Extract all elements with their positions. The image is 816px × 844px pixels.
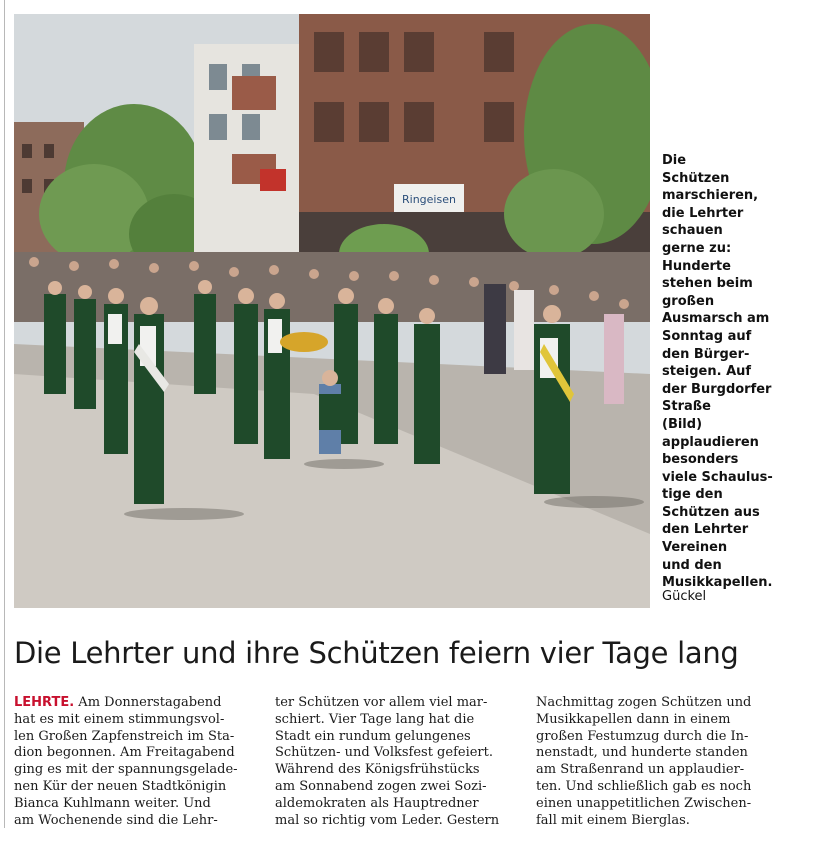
article-line: nenstadt, und hunderte standen <box>536 745 748 761</box>
caption-line: schauen <box>662 223 723 239</box>
caption-line: und den <box>662 557 722 573</box>
caption-line: Ausmarsch am <box>662 311 770 327</box>
caption-line: Vereinen <box>662 540 728 556</box>
caption-line: großen <box>662 293 715 309</box>
caption-line: Die <box>662 153 687 168</box>
caption-line: Sonntag auf <box>662 328 752 344</box>
caption-line: (Bild) <box>662 416 703 432</box>
article-column-1 <box>14 695 272 829</box>
article-line: am Straßenrand un applaudier- <box>536 762 745 778</box>
caption-line: steigen. Auf <box>662 364 752 380</box>
caption-line: viele Schaulus- <box>662 469 773 485</box>
article-line: nen Kür der neuen Stadtkönigin <box>14 778 227 794</box>
caption-line: marschieren, <box>662 188 759 204</box>
article-line: Bianca Kuhlmann weiter. Und <box>14 795 211 811</box>
article-line-text: Am Donnerstagabend <box>74 695 222 710</box>
dateline: LEHRTE. <box>14 695 75 710</box>
caption-line: stehen beim <box>662 276 753 292</box>
caption-line: Musikkapellen. <box>662 575 773 591</box>
article-line: Stadt ein rundum gelungenes <box>275 728 471 744</box>
article-line: hat es mit einem stimmungsvol- <box>14 711 225 727</box>
article-line: schiert. Vier Tage lang hat die <box>275 711 475 727</box>
caption-line: Schützen aus <box>662 504 760 520</box>
caption-line: besonders <box>662 452 739 468</box>
caption-line: den Lehrter <box>662 522 749 538</box>
article-line: großen Festumzug durch die In- <box>536 728 749 744</box>
article-line: am Sonnabend zogen zwei Sozi- <box>275 778 487 794</box>
column-rule <box>4 0 5 828</box>
caption-line: gerne zu: <box>662 240 732 256</box>
article-line: len Großen Zapfenstreich im Sta- <box>14 728 235 744</box>
photo-caption <box>662 152 812 592</box>
article-line: Während des Königsfrühstücks <box>275 762 480 778</box>
article-line: Musikkapellen dann in einem <box>536 711 731 727</box>
article-line <box>14 695 272 712</box>
parade-photo <box>14 14 650 608</box>
article-line: ging es mit der spannungsgelade- <box>14 762 238 778</box>
article-line: einen unappetitlichen Zwischen- <box>536 795 752 811</box>
article-column-2 <box>275 695 533 829</box>
caption-line: den Bürger- <box>662 346 750 362</box>
article-line: Nachmittag zogen Schützen und <box>536 695 752 710</box>
article-column-3 <box>536 695 794 829</box>
article-line: fall mit einem Bierglas. <box>536 812 690 828</box>
caption-line: Schützen <box>662 170 730 186</box>
article-line: ter Schützen vor allem viel mar- <box>275 695 488 710</box>
caption-line: tige den <box>662 487 723 503</box>
caption-line: Hunderte <box>662 258 731 274</box>
caption-line: applaudieren <box>662 434 759 450</box>
caption-line: der Burgdorfer <box>662 381 772 397</box>
shop-sign: Ringeisen <box>402 193 456 206</box>
article-line: am Wochenende sind die Lehr- <box>14 812 218 828</box>
photo-credit: Gückel <box>662 589 707 604</box>
article-line: dion begonnen. Am Freitagabend <box>14 745 235 761</box>
caption-line: die Lehrter <box>662 205 744 221</box>
article-line: ten. Und schließlich gab es noch <box>536 778 752 794</box>
caption-line: Straße <box>662 399 711 415</box>
article-line: Schützen- und Volksfest gefeiert. <box>275 745 493 761</box>
article-line: aldemokraten als Hauptredner <box>275 795 479 811</box>
article-headline: Die Lehrter und ihre Schützen feiern vier Tage lang <box>14 636 739 670</box>
article-line: mal so richtig vom Leder. Gestern <box>275 812 500 828</box>
photo-illustration <box>14 14 650 608</box>
